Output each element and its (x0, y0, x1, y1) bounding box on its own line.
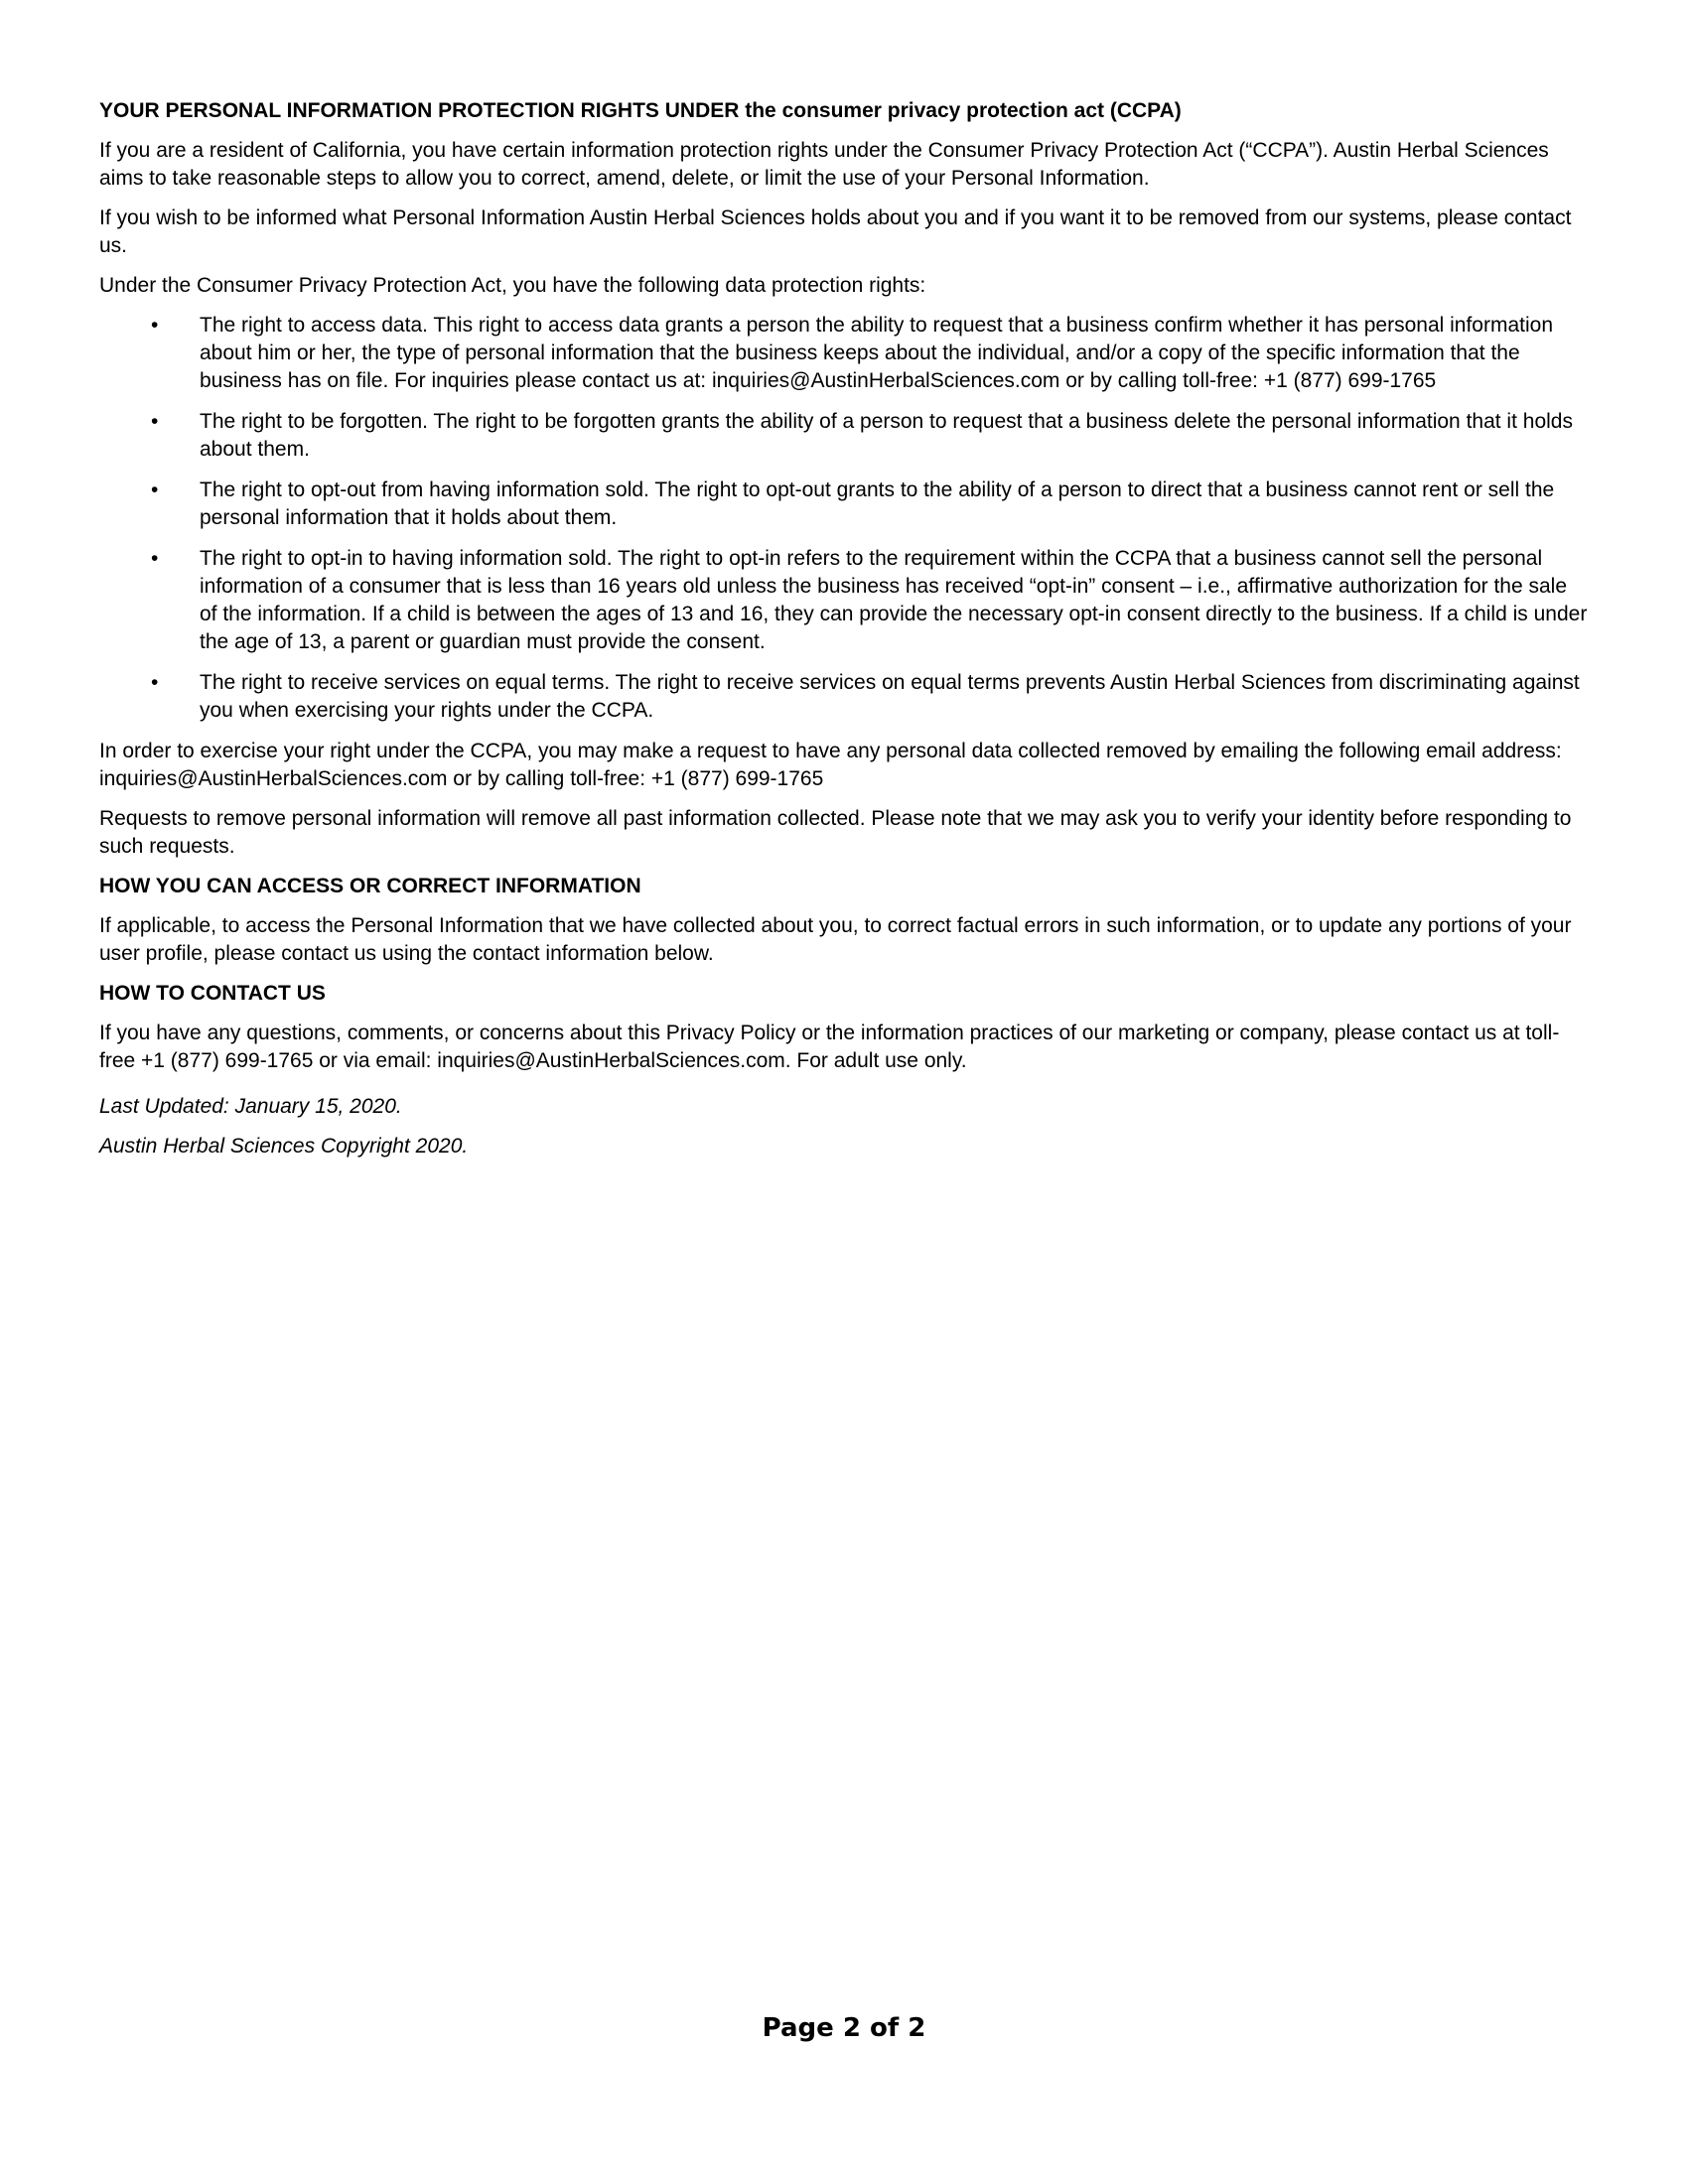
document-page (99, 97, 1589, 1172)
ccpa-heading: YOUR PERSONAL INFORMATION PROTECTION RIGHTS UNDER the consumer privacy protection act (CCPA) (99, 99, 1182, 122)
ccpa-intro: If you are a resident of California, you have certain information protection rights under the Consumer Privacy Protection Act (“CCPA”). Austin Herbal Sciences aims to take reasonable steps to allow you to correct, amend, delete, or limit the use of your Personal Information. (99, 139, 1549, 190)
right-opt-out-text: The right to opt-out from having information sold. The right to opt-out grants to the ability of a person to direct that a business cannot rent or sell the personal information that it holds about them. (200, 478, 1555, 529)
right-access-text: The right to access data. This right to access data grants a person the ability to request that a business confirm whether it has personal information about him or her, the type of personal information that the business keeps about the individual, and/or a copy of the specific information that the business has on file. For inquiries please contact us at: inquiries@AustinHerbalSciences.com or by calling toll-free: +1 (877) 699-1765 (200, 314, 1554, 392)
contact-text: If you have any questions, comments, or concerns about this Privacy Policy or the information practices of our marketing or company, please contact us at toll-free +1 (877) 699-1765 or via email: inquiries@AustinHerbalSciences.com. For adult use only. (99, 1022, 1560, 1072)
bullet-icon: • (151, 671, 159, 694)
rights-list (99, 312, 1589, 725)
exercise-rights: In order to exercise your right under the CCPA, you may make a request to have any personal data collected removed by emailing the following email address: inquiries@AustinHerbalSciences.com or by calling toll-free: +1 (877) 699-1765 (99, 740, 1562, 790)
list-item (99, 312, 1589, 395)
list-item (99, 545, 1589, 656)
list-item (99, 408, 1589, 464)
bullet-icon: • (151, 410, 159, 433)
right-opt-in-text: The right to opt-in to having information sold. The right to opt-in refers to the requirement within the CCPA that a business cannot sell the personal information of a consumer that is less than 16 years old unless the business has received “opt-in” consent – i.e., affirmative authorization for the sale of the information. If a child is between the ages of 13 and 16, they can provide the necessary opt-in consent directly to the business. If a child is under the age of 13, a parent or guardian must provide the consent. (200, 547, 1588, 653)
list-item (99, 477, 1589, 532)
access-heading: HOW YOU CAN ACCESS OR CORRECT INFORMATION (99, 875, 641, 897)
copyright: Austin Herbal Sciences Copyright 2020. (99, 1135, 469, 1158)
ccpa-rights-intro: Under the Consumer Privacy Protection Act, you have the following data protection rights: (99, 274, 926, 297)
bullet-icon: • (151, 478, 159, 501)
right-forgotten-text: The right to be forgotten. The right to be forgotten grants the ability of a person to request that a business delete the personal information that it holds about them. (200, 410, 1573, 461)
access-text: If applicable, to access the Personal Information that we have collected about you, to correct factual errors in such information, or to update any portions of your user profile, please contact us using the contact information below. (99, 914, 1572, 965)
right-equal-terms-text: The right to receive services on equal terms. The right to receive services on equal terms prevents Austin Herbal Sciences from discriminating against you when exercising your rights under the CCPA. (200, 671, 1580, 722)
bullet-icon: • (151, 547, 159, 570)
bullet-icon: • (151, 314, 159, 337)
ccpa-contact: If you wish to be informed what Personal Information Austin Herbal Sciences holds about you and if you want it to be removed from our systems, please contact us. (99, 206, 1572, 257)
page-number: Page 2 of 2 (762, 2013, 926, 2043)
removal-note: Requests to remove personal information will remove all past information collected. Please note that we may ask you to verify your identity before responding to such requests. (99, 807, 1572, 858)
contact-heading: HOW TO CONTACT US (99, 982, 326, 1005)
last-updated: Last Updated: January 15, 2020. (99, 1095, 402, 1118)
list-item (99, 669, 1589, 725)
